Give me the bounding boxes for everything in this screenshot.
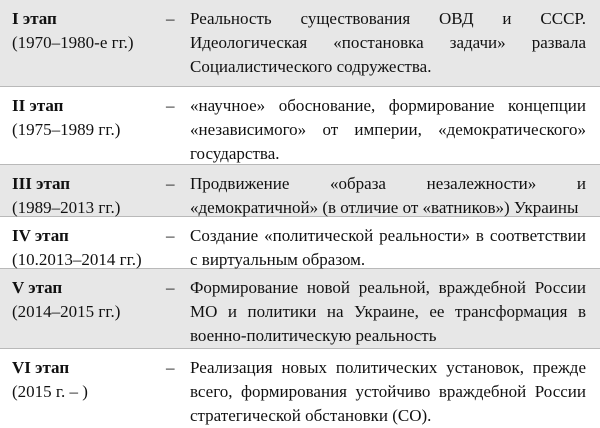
stage-dash: – [166,96,175,115]
stage-period: (1975–1989 гг.) [12,120,121,139]
stage-title: I этап [12,9,57,28]
stage-label [12,7,167,55]
stage-title: II этап [12,96,64,115]
stage-period: (2015 г. – ) [12,382,88,401]
stage-description: «научное» обоснование, формирование концепции «независимого» от империи, «демократического» государства. [190,96,586,163]
stage-row-6 [0,349,600,425]
stage-dash: – [166,174,175,193]
stage-dash: – [166,278,175,297]
stage-description: Продвижение «образа незалежности» и «демократичной» (в отличие от «ватников») Украины [190,174,586,217]
stage-description: Формирование новой реальной, враждебной России МО и политики на Украине, ее трансформация в военно-политическую реальность [190,278,586,345]
stage-row-1 [0,0,600,87]
stage-label [12,224,167,272]
stage-title: III этап [12,174,71,193]
stage-row-5 [0,269,600,349]
stage-row-2 [0,87,600,165]
stage-label [12,276,167,324]
stage-description: Реальность существования ОВД и СССР. Идеологическая «постановка задачи» развала Социалистического содружества. [190,9,586,76]
stage-label [12,356,167,404]
stage-description: Реализация новых политических установок, прежде всего, формирования устойчиво враждебной России стратегической обстановки (СО). [190,358,586,425]
stage-period: (1970–1980-е гг.) [12,33,134,52]
stage-description: Создание «политической реальности» в соответствии с виртуальным образом. [190,226,586,269]
stage-title: V этап [12,278,63,297]
stage-row-3 [0,165,600,217]
stage-dash: – [166,358,175,377]
stage-label [12,94,167,142]
stage-period: (2014–2015 гг.) [12,302,121,321]
stage-dash: – [166,226,175,245]
stage-title: IV этап [12,226,69,245]
stage-dash: – [166,9,175,28]
stage-title: VI этап [12,358,70,377]
stage-period: (10.2013–2014 гг.) [12,250,142,269]
stage-row-4 [0,217,600,269]
stage-period: (1989–2013 гг.) [12,198,121,217]
stage-label [12,172,167,220]
